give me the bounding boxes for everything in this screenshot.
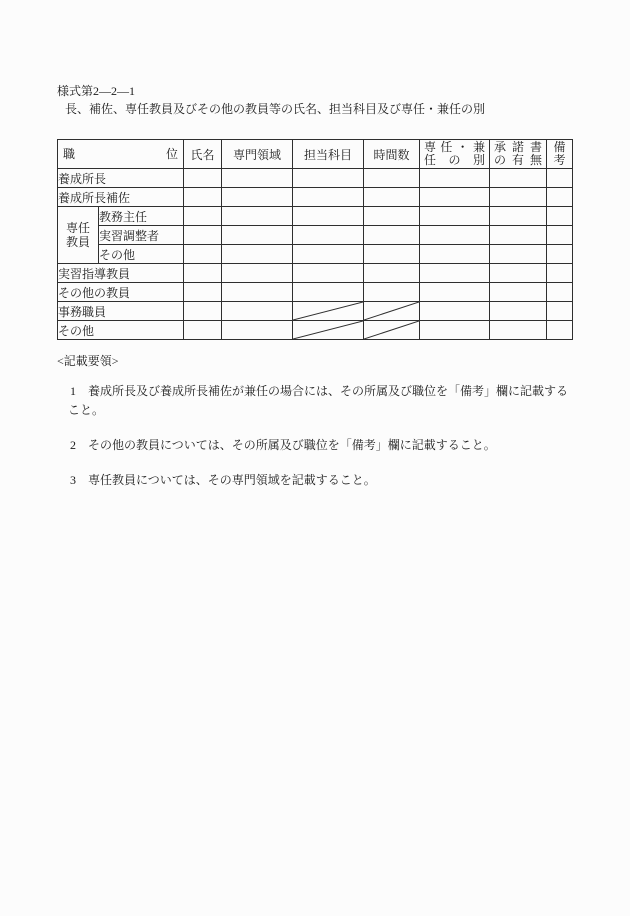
table-row-academic-affairs-head [58, 207, 573, 226]
empty-cell [184, 321, 222, 340]
empty-cell [184, 245, 222, 264]
empty-cell [547, 321, 573, 340]
empty-cell [222, 321, 293, 340]
empty-cell [184, 283, 222, 302]
row-label-training-instructor: 実習指導教員 [58, 264, 184, 283]
empty-cell [222, 302, 293, 321]
diagonal-line [293, 302, 363, 320]
empty-cell [222, 283, 293, 302]
empty-cell [222, 169, 293, 188]
row-group-fulltime-teachers: 専任 教員 [58, 207, 99, 264]
empty-cell [293, 264, 364, 283]
empty-cell [547, 169, 573, 188]
empty-cell [293, 207, 364, 226]
staff-table [57, 139, 573, 340]
empty-cell [293, 283, 364, 302]
notes-heading: <記載要領> [57, 354, 119, 368]
empty-cell [490, 245, 547, 264]
empty-cell [293, 226, 364, 245]
empty-cell [222, 264, 293, 283]
form-number: 様式第2—2—1 [57, 84, 136, 98]
empty-cell [547, 264, 573, 283]
note-text: その他の教員については、その所属及び職位を「備考」欄に記載すること。 [88, 438, 496, 452]
row-label-office-staff: 事務職員 [58, 302, 184, 321]
empty-cell [184, 264, 222, 283]
empty-cell [222, 245, 293, 264]
empty-cell [490, 226, 547, 245]
empty-cell [490, 283, 547, 302]
note-number: 3 [70, 473, 76, 487]
empty-cell [547, 207, 573, 226]
header-specialty-area: 専門領域 [222, 140, 293, 169]
empty-cell [293, 245, 364, 264]
diagonal-slash-cell [364, 302, 420, 321]
note-number: 2 [70, 438, 76, 452]
diagonal-slash-cell [364, 321, 420, 340]
empty-cell [184, 226, 222, 245]
table-row-director [58, 169, 573, 188]
empty-cell [490, 264, 547, 283]
note-text: 養成所長及び養成所長補佐が兼任の場合には、その所属及び職位を「備考」欄に記載する [88, 384, 569, 398]
empty-cell [293, 188, 364, 207]
empty-cell [420, 188, 490, 207]
header-position: 職 位 [58, 140, 184, 169]
row-label-training-coordinator: 実習調整者 [99, 226, 184, 245]
empty-cell [490, 302, 547, 321]
document-title: 長、補佐、専任教員及びその他の教員等の氏名、担当科目及び専任・兼任の別 [65, 102, 486, 116]
empty-cell [490, 207, 547, 226]
empty-cell [420, 302, 490, 321]
diagonal-line [364, 302, 419, 320]
row-label-other: その他 [58, 321, 184, 340]
table-row-other [58, 321, 573, 340]
empty-cell [420, 321, 490, 340]
table-row-fulltime-other [58, 245, 573, 264]
header-name: 氏名 [184, 140, 222, 169]
empty-cell [420, 207, 490, 226]
note-item-3 [70, 471, 376, 490]
table-row-deputy-director [58, 188, 573, 207]
header-remarks: 備 考 [547, 140, 573, 169]
note-text-continued: こと。 [68, 403, 105, 417]
empty-cell [547, 188, 573, 207]
empty-cell [364, 207, 420, 226]
empty-cell [490, 188, 547, 207]
table-header-row [58, 140, 573, 169]
empty-cell [222, 226, 293, 245]
row-label-fulltime-other: その他 [99, 245, 184, 264]
table-row-office-staff [58, 302, 573, 321]
empty-cell [420, 264, 490, 283]
table-row-other-teachers [58, 283, 573, 302]
empty-cell [420, 169, 490, 188]
diagonal-line [364, 321, 419, 339]
header-subjects: 担当科目 [293, 140, 364, 169]
diagonal-line [293, 321, 363, 339]
empty-cell [364, 283, 420, 302]
empty-cell [547, 302, 573, 321]
note-item-1 [70, 382, 568, 420]
empty-cell [364, 226, 420, 245]
empty-cell [420, 245, 490, 264]
row-label-deputy-director: 養成所長補佐 [58, 188, 184, 207]
note-text: 専任教員については、その専門領域を記載すること。 [88, 473, 376, 487]
table-row-training-instructor [58, 264, 573, 283]
empty-cell [184, 302, 222, 321]
empty-cell [490, 321, 547, 340]
empty-cell [420, 283, 490, 302]
empty-cell [547, 226, 573, 245]
empty-cell [293, 169, 364, 188]
table-row-training-coordinator [58, 226, 573, 245]
empty-cell [222, 188, 293, 207]
row-label-director: 養成所長 [58, 169, 184, 188]
row-label-academic-affairs-head: 教務主任 [99, 207, 184, 226]
empty-cell [490, 169, 547, 188]
diagonal-slash-cell [293, 302, 364, 321]
diagonal-slash-cell [293, 321, 364, 340]
empty-cell [184, 207, 222, 226]
empty-cell [364, 188, 420, 207]
empty-cell [222, 207, 293, 226]
empty-cell [364, 169, 420, 188]
empty-cell [364, 245, 420, 264]
note-number: 1 [70, 384, 76, 398]
empty-cell [547, 283, 573, 302]
note-item-2 [70, 436, 496, 455]
row-label-other-teachers: その他の教員 [58, 283, 184, 302]
empty-cell [547, 245, 573, 264]
header-fulltime-parttime: 専 任 ・ 兼 任 の 別 [420, 140, 490, 169]
empty-cell [364, 264, 420, 283]
header-consent-doc: 承 諾 書 の 有 無 [490, 140, 547, 169]
header-hours: 時間数 [364, 140, 420, 169]
empty-cell [184, 188, 222, 207]
empty-cell [184, 169, 222, 188]
empty-cell [420, 226, 490, 245]
